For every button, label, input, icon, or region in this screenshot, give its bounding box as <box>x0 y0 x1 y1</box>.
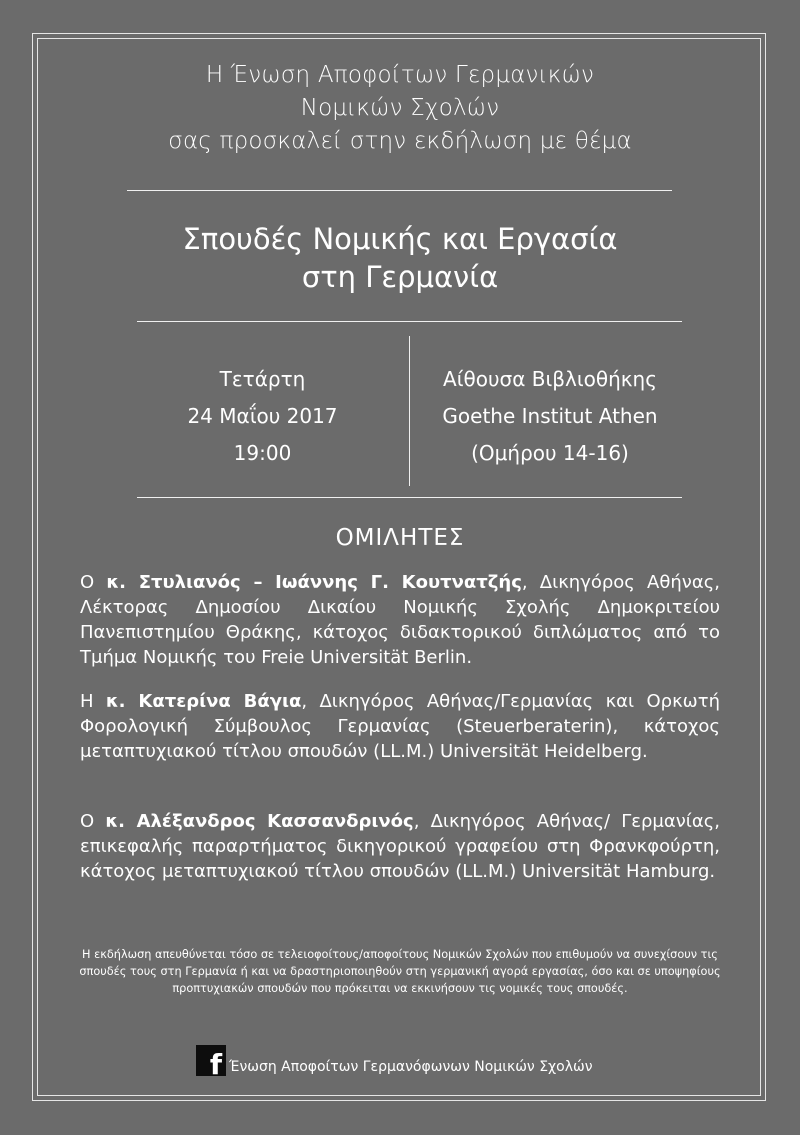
event-venue: Αίθουσα Βιβλιοθήκης <box>443 367 657 391</box>
event-title <box>60 220 740 296</box>
column-divider <box>409 336 410 486</box>
invitation-header <box>60 59 740 158</box>
speaker-description: , Δικηγόρος Αθήνας, Λέκτορας Δημοσίου Δικαίου Νομικής Σχολής Δημοκριτείου Πανεπιστημίου Θράκης, κάτοχος διδακτορικού διπλώματος από το Τμήμα Νομικής του Freie Universität Berlin. <box>80 572 720 668</box>
speaker-description: , Δικηγόρος Αθήνας/Γερμανίας και Ορκωτή Φορολογική Σύμβουλος Γερμανίας (Steuerberaterin), κάτοχος μεταπτυχιακού τίτλου σπουδών (LL.M.) Universität Heidelberg. <box>80 691 720 762</box>
speaker-description: , Δικηγόρος Αθήνας/ Γερμανίας, επικεφαλής παραρτήματος δικηγορικού γραφείου στη Φρανκφούρτη, κάτοχος μεταπτυχιακού τίτλου σπουδών (LL.M.) Universität Hamburg. <box>80 811 721 882</box>
speaker-1 <box>80 570 720 670</box>
speakers-heading: ΟΜΙΛΗΤΕΣ <box>335 525 465 551</box>
inner-frame-border <box>37 38 761 1096</box>
divider-bottom <box>137 497 682 498</box>
facebook-glyph: f <box>209 1048 222 1081</box>
event-address: (Ομήρου 14-16) <box>471 441 629 465</box>
organizer-line-2: Νομικών Σχολών <box>300 95 500 121</box>
event-time: 19:00 <box>233 441 292 465</box>
event-title-line-1: Σπουδές Νομικής και Εργασία <box>182 222 618 256</box>
event-date: 24 Μαΐου 2017 <box>187 404 338 428</box>
divider-middle <box>137 321 682 322</box>
speaker-name: κ. Στυλιανός – Ιωάννης Γ. Κουτνατζής <box>106 572 522 593</box>
event-datetime <box>145 361 380 472</box>
event-location <box>420 361 680 472</box>
speaker-prefix: Η <box>80 691 106 712</box>
event-audience-note: Η εκδήλωση απευθύνεται τόσο σε τελειοφοίτους/αποφοίτους Νομικών Σχολών που επιθυμούν να συνεχίσουν τις σπουδές τους στη Γερμανία ή και να δραστηριοποιηθούν στη γερμανική αγορά εργασίας, όσο και σε υποψηφίους προπτυχιακών σπουδών που πρόκειται να εκκινήσουν τις νομικές τους σπουδές. <box>79 948 721 995</box>
event-day: Τετάρτη <box>219 367 306 391</box>
facebook-icon[interactable] <box>196 1045 226 1081</box>
speaker-prefix: Ο <box>80 811 106 832</box>
organization-facebook-name[interactable]: Ένωση Αποφοίτων Γερμανόφωνων Νομικών Σχολών <box>229 1059 593 1075</box>
speaker-2 <box>80 689 720 764</box>
invitation-line: σας προσκαλεί στην εκδήλωση με θέμα <box>168 128 632 154</box>
speaker-3 <box>80 809 720 884</box>
footer <box>196 1042 616 1081</box>
speaker-prefix: Ο <box>80 572 107 593</box>
divider-top <box>127 190 672 191</box>
speaker-name: κ. Αλέξανδρος Κασσανδρινός <box>105 811 414 832</box>
event-institute: Goethe Institut Athen <box>442 404 658 428</box>
event-title-line-2: στη Γερμανία <box>301 260 499 294</box>
organizer-line-1: Η Ένωση Αποφοίτων Γερμανικών <box>205 62 595 88</box>
speaker-name: κ. Κατερίνα Βάγια <box>105 691 302 712</box>
